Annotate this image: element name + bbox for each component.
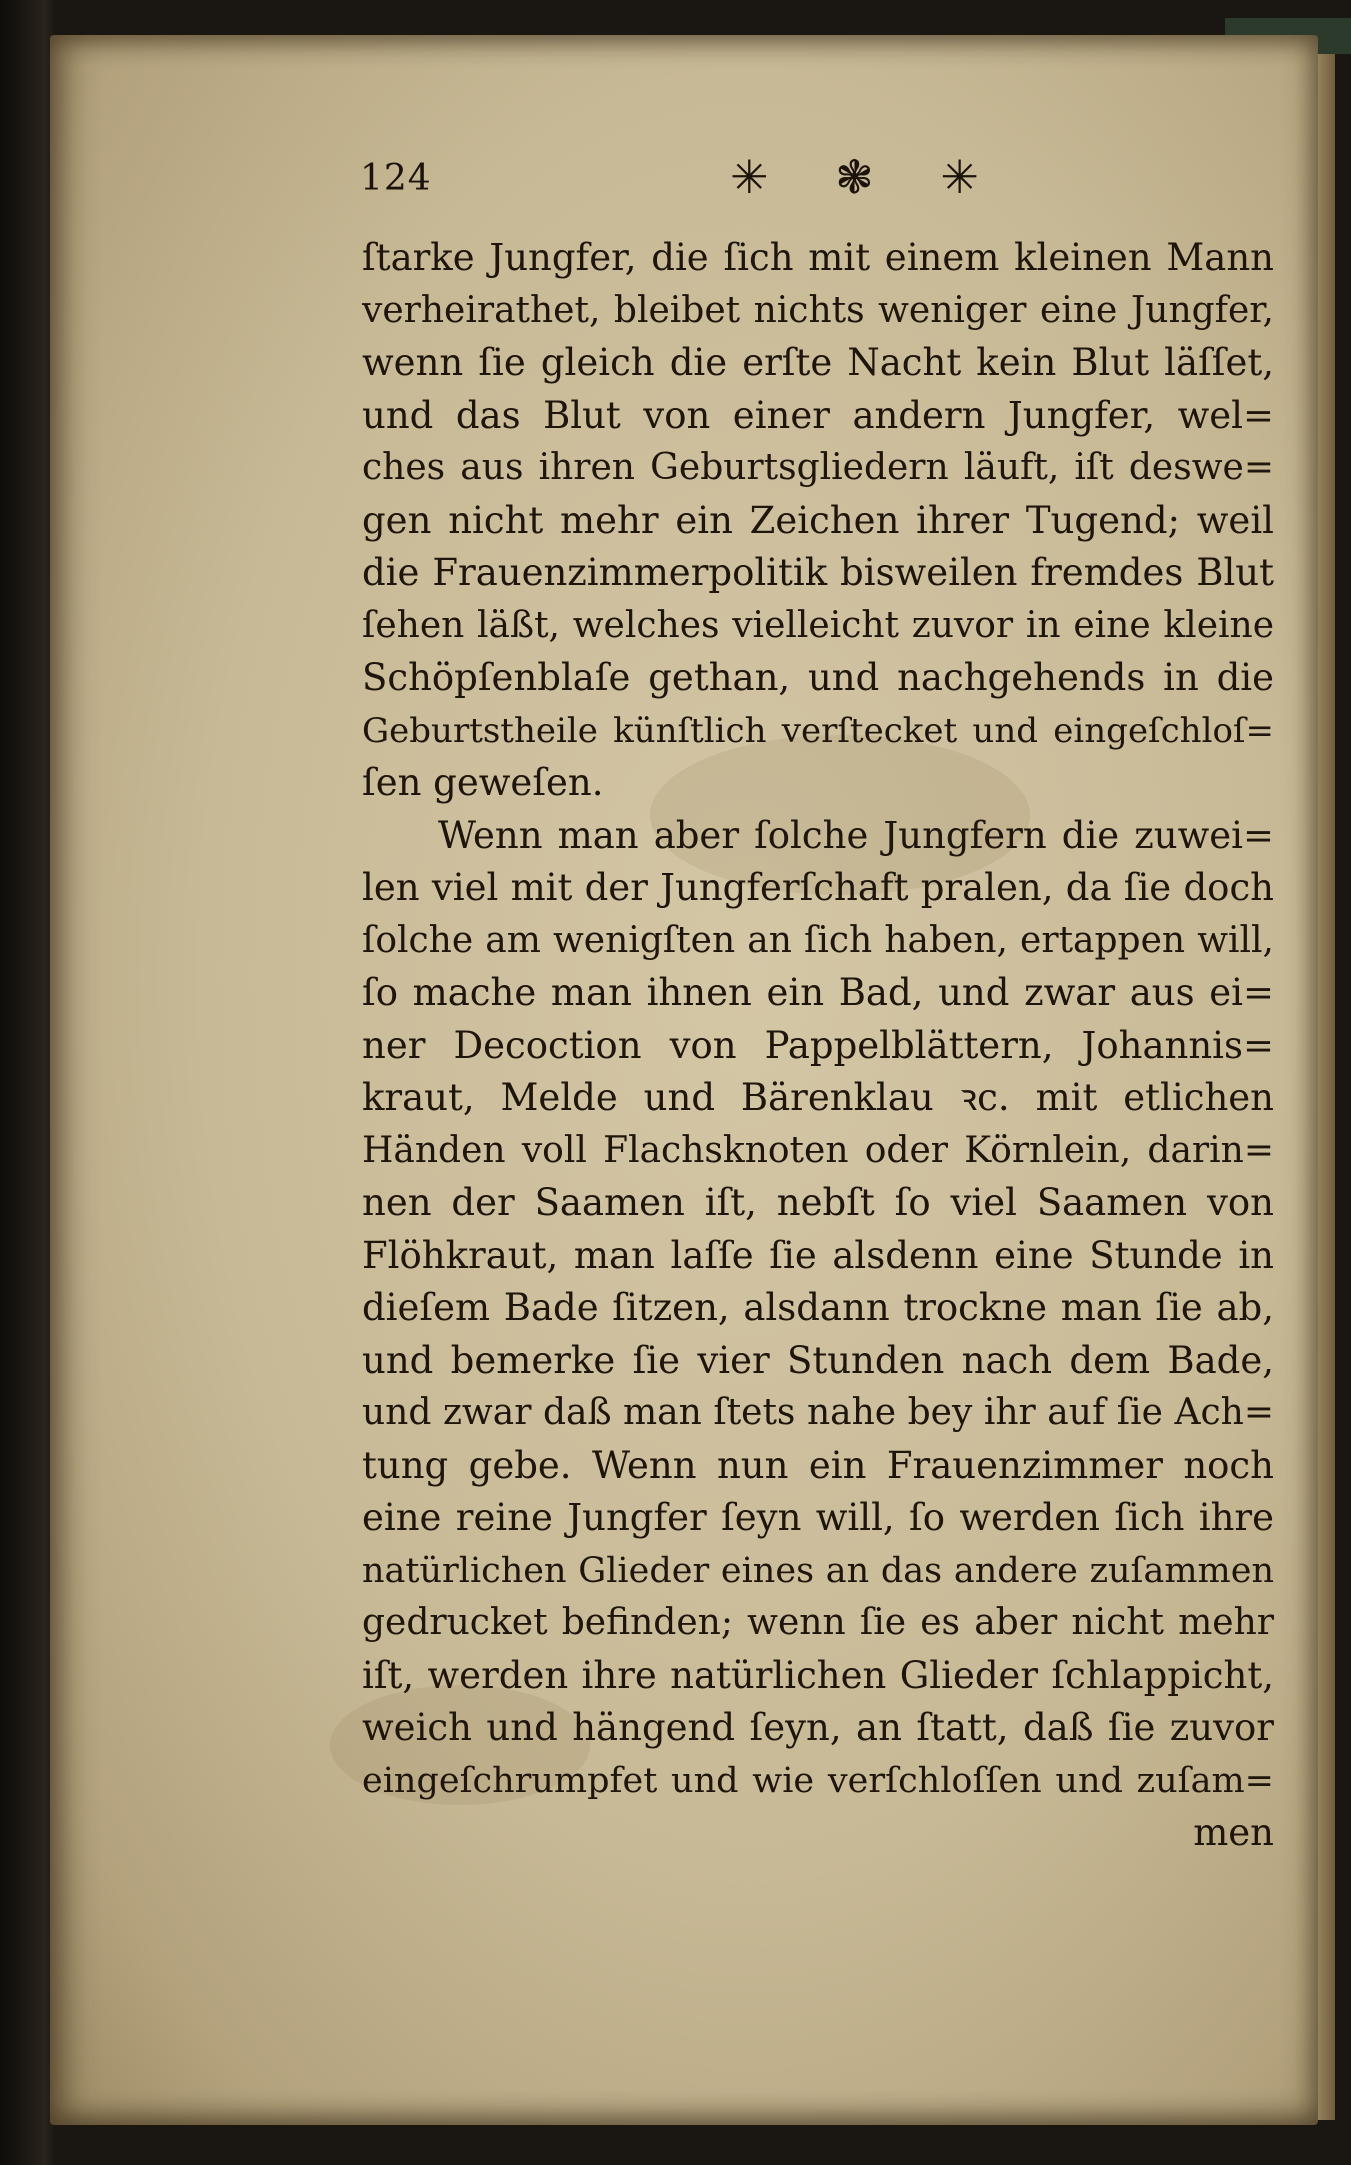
text-line: Wenn man aber ſolche Jungfern die zuwei= [438, 813, 1274, 857]
text-line: ſtarke Jungfer, die ſich mit einem kleinen Mann [362, 236, 1274, 279]
header-ornament: ✳ ❃ ✳ [730, 150, 1005, 204]
text-line: wenn ſie gleich die erſte Nacht kein Blut läſſet, [362, 341, 1274, 384]
text-line: die Frauenzimmerpolitik bisweilen fremdes Blut [362, 551, 1274, 594]
text-line: Schöpſenblaſe gethan, und nachgehends in die [362, 656, 1274, 699]
text-line: Geburtstheile künſtlich verſtecket und eingeſchloſ= [362, 710, 1274, 751]
body-text [362, 232, 1274, 1860]
page-number: 124 [360, 158, 432, 199]
text-line: verheirathet, bleibet nichts weniger eine Jungfer, [362, 289, 1274, 331]
page-header [360, 150, 1280, 218]
text-line: eine reine Jungfer ſeyn will, ſo werden ſich ihre [362, 1496, 1274, 1539]
text-line: dieſem Bade ſitzen, alsdann trockne man ſie ab, [362, 1286, 1274, 1329]
text-line: natürlichen Glieder eines an das andere zuſammen [362, 1550, 1274, 1591]
text-line: nen der Saamen iſt, nebſt ſo viel Saamen von [362, 1181, 1274, 1224]
catchword: men [1193, 1811, 1274, 1854]
text-line: Flöhkraut, man laſſe ſie alsdenn eine Stunde in [362, 1233, 1274, 1277]
text-line: ches aus ihren Geburtsgliedern läuft, iſt deswe= [362, 447, 1274, 488]
text-line: ſolche am wenigſten an ſich haben, ertappen will, [362, 919, 1274, 961]
text-line: eingeſchrumpfet und wie verſchloſſen und zuſam= [362, 1760, 1274, 1801]
text-line: Händen voll Flachsknoten oder Körnlein, darin= [362, 1129, 1274, 1171]
text-line: gedrucket befinden; wenn ſie es aber nicht mehr [362, 1602, 1274, 1643]
text-line: und zwar daß man ſtets nahe bey ihr auf ſie Ach= [362, 1392, 1274, 1433]
text-line: kraut, Melde und Bärenklau ꝛc. mit etlichen [362, 1076, 1274, 1119]
text-line: ner Decoction von Pappelblättern, Johannis= [362, 1023, 1274, 1067]
text-line: ſehen läßt, welches vielleicht zuvor in eine kleine [362, 604, 1274, 646]
paragraph-1 [362, 232, 1274, 810]
text-line: ſen geweſen. [362, 761, 604, 804]
text-line: ſo mache man ihnen ein Bad, und zwar aus ei= [362, 971, 1274, 1014]
text-line: und das Blut von einer andern Jungfer, wel= [362, 393, 1274, 437]
text-line: und bemerke ſie vier Stunden nach dem Bade, [362, 1338, 1274, 1382]
text-line: weich und hängend ſeyn, an ſtatt, daß ſie zuvor [362, 1706, 1274, 1749]
text-line: len viel mit der Jungferſchaft pralen, da ſie doch [362, 866, 1274, 909]
paragraph-2 [362, 810, 1274, 1808]
text-line: gen nicht mehr ein Zeichen ihrer Tugend; weil [362, 498, 1274, 542]
text-line: tung gebe. Wenn nun ein Frauenzimmer noch [362, 1443, 1274, 1487]
text-line: iſt, werden ihre natürlichen Glieder ſchlappicht, [362, 1653, 1274, 1697]
